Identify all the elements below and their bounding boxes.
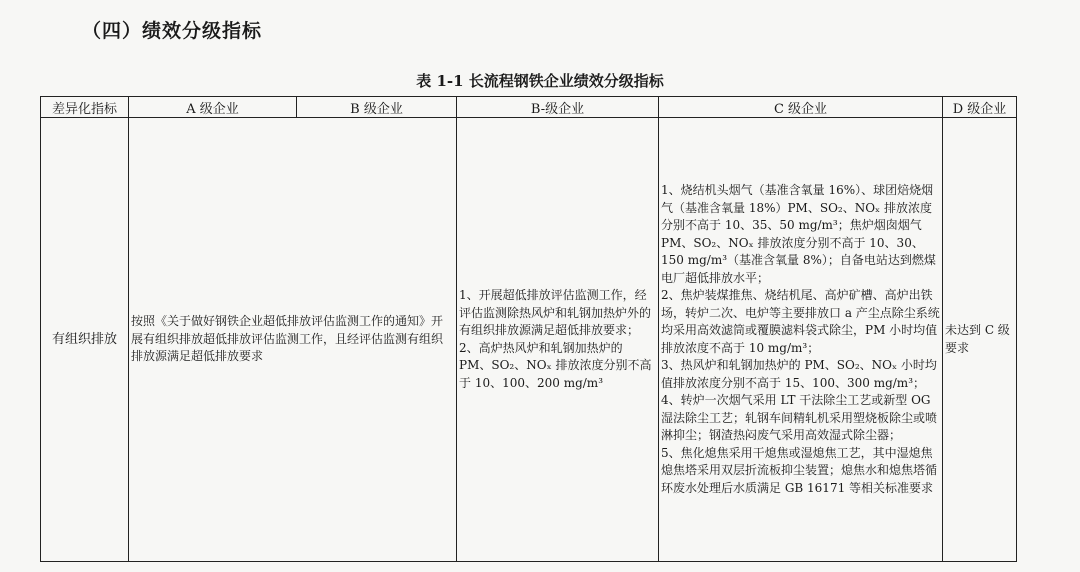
header-grade-d: D 级企业 [943, 97, 1017, 118]
header-grade-b-minus: B-级企业 [457, 97, 659, 118]
row-indicator-label: 有组织排放 [41, 118, 129, 562]
header-indicator: 差异化指标 [41, 97, 129, 118]
performance-grading-table [40, 96, 1017, 562]
cell-grade-c: 1、烧结机头烟气（基准含氧量 16%）、球团焙烧烟气（基准含氧量 18%）PM、SO₂、NOₓ 排放浓度分别不高于 10、35、50 mg/m³；焦炉烟囱烟气 PM、SO₂、NOₓ 排放浓度分别不高于 10、30、150 mg/m³（基准含氧量 8%）；自备电站达到燃煤电厂超低排放水平； 2、焦炉装煤推焦、烧结机尾、高炉矿槽、高炉出铁场，转炉二次、电炉等主要排放口 a 产尘点除尘系统均采用高效滤筒或覆膜滤料袋式除尘，PM 小时均值排放浓度不高于 10 mg/m³； 3、热风炉和轧钢加热炉的 PM、SO₂、NOₓ 小时均值排放浓度分别不高于 15、100、300 mg/m³； 4、转炉一次烟气采用 LT 干法除尘工艺或新型 OG 湿法除尘工艺；轧钢车间精轧机采用塑烧板除尘或喷淋抑尘；钢渣热闷废气采用高效湿式除尘器； 5、焦化熄焦采用干熄焦或湿熄焦工艺，其中湿熄焦熄焦塔采用双层折流板抑尘装置；熄焦水和熄焦塔循环废水处理后水质满足 GB 16171 等相关标准要求 [659, 118, 943, 562]
table-row [41, 118, 1017, 562]
table-header-row [41, 97, 1017, 118]
section-heading: （四）绩效分级指标 [82, 20, 263, 42]
header-grade-c: C 级企业 [659, 97, 943, 118]
cell-grade-d: 未达到 C 级要求 [943, 118, 1017, 562]
header-grade-b: B 级企业 [297, 97, 457, 118]
cell-grade-b-minus: 1、开展超低排放评估监测工作，经评估监测除热风炉和轧钢加热炉外的有组织排放源满足超低排放要求； 2、高炉热风炉和轧钢加热炉的 PM、SO₂、NOₓ 排放浓度分别不高于 10、100、200 mg/m³ [457, 118, 659, 562]
cell-grade-a-b: 按照《关于做好钢铁企业超低排放评估监测工作的通知》开展有组织排放超低排放评估监测工作，且经评估监测有组织排放源满足超低排放要求 [129, 118, 457, 562]
table-caption: 表 1-1 长流程钢铁企业绩效分级指标 [416, 72, 664, 90]
header-grade-a: A 级企业 [129, 97, 297, 118]
